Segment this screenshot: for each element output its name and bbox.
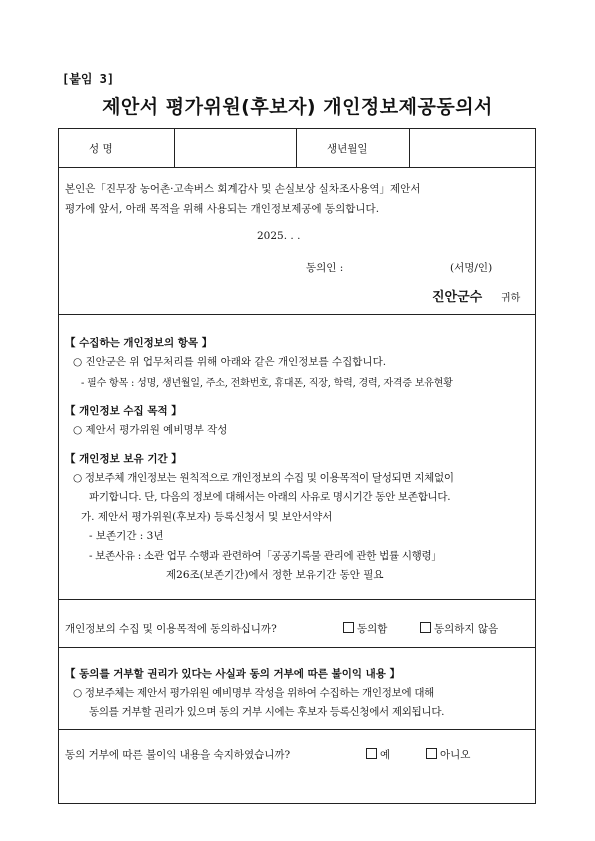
agree-option[interactable] (343, 621, 387, 636)
checkbox-agree[interactable] (343, 622, 354, 633)
section-heading-purpose: 【 개인정보 수집 목적 】 (65, 405, 182, 417)
retention-line-4: - 보존기간 : 3년 (89, 530, 164, 542)
consent-form (58, 128, 536, 804)
checkbox-disagree[interactable] (420, 622, 431, 633)
divider (59, 599, 535, 600)
consenter-label: 동의인 : (306, 262, 344, 274)
birth-field[interactable] (412, 131, 532, 165)
retention-line-1: ○ 정보주체 개인정보는 원칙적으로 개인정보의 수집 및 이용목적이 달성되면 지체없이 (73, 472, 454, 484)
agree-label: 동의함 (357, 623, 388, 635)
yes-option[interactable] (366, 747, 390, 762)
section-heading-items: 【 수집하는 개인정보의 항목 】 (65, 337, 213, 349)
consent-question: 개인정보의 수집 및 이용목적에 동의하십니까? (65, 623, 277, 635)
page-title: 제안서 평가위원(후보자) 개인정보제공동의서 (102, 96, 493, 118)
divider (409, 129, 410, 167)
name-label: 성 명 (89, 143, 113, 155)
refusal-line-2: 동의를 거부할 권리가 있으며 동의 거부 시에는 후보자 등록신청에서 제외됩니다. (89, 706, 445, 718)
no-label: 아니오 (440, 749, 471, 761)
consent-date: 2025. . . (257, 230, 301, 242)
attachment-label: [붙임 3] (62, 72, 115, 86)
items-line-1: ○ 진안군은 위 업무처리를 위해 아래와 같은 개인정보를 수집합니다. (73, 356, 387, 368)
divider (59, 167, 535, 168)
divider (59, 729, 535, 730)
retention-line-2: 파기합니다. 단, 다음의 정보에 대해서는 아래의 사유로 명시기간 동안 보존합니다. (89, 491, 451, 503)
divider (59, 314, 535, 315)
recipient: 진안군수 (432, 290, 483, 305)
retention-line-3: 가. 제안서 평가위원(후보자) 등록신청서 및 보안서약서 (81, 511, 333, 523)
section-heading-refusal: 【 동의를 거부할 권리가 있다는 사실과 동의 거부에 따른 불이익 내용 】 (65, 668, 401, 680)
intro-line-2: 평가에 앞서, 아래 목적을 위해 사용되는 개인정보제공에 동의합니다. (65, 203, 380, 215)
yes-label: 예 (380, 749, 391, 761)
ack-question: 동의 거부에 따른 불이익 내용을 숙지하였습니까? (65, 749, 291, 761)
checkbox-yes[interactable] (366, 748, 377, 759)
disagree-label: 동의하지 않음 (434, 623, 499, 635)
intro-line-1: 본인은「진무장 농어촌·고속버스 회계감사 및 손실보상 실차조사용역」제안서 (65, 183, 421, 195)
no-option[interactable] (426, 747, 470, 762)
birth-label: 생년월일 (327, 143, 368, 155)
section-heading-retention: 【 개인정보 보유 기간 】 (65, 453, 182, 465)
purpose-line-1: ○ 제안서 평가위원 예비명부 작성 (73, 424, 228, 436)
refusal-line-1: ○ 정보주체는 제안서 평가위원 예비명부 작성을 위하여 수집하는 개인정보에 대해 (73, 687, 435, 699)
disagree-option[interactable] (420, 621, 498, 636)
name-field[interactable] (177, 131, 293, 165)
divider (296, 129, 297, 167)
retention-line-6: 제26조(보존기간)에서 정한 보유기간 동안 필요 (166, 569, 384, 581)
sign-label: (서명/인) (450, 262, 493, 274)
divider (59, 647, 535, 648)
divider (174, 129, 175, 167)
retention-line-5: - 보존사유 : 소관 업무 수행과 관련하여「공공기록물 관리에 관한 법률 시행령」 (89, 550, 442, 562)
items-line-2: - 필수 항목 : 성명, 생년월일, 주소, 전화번호, 휴대폰, 직장, 학력, 경력, 자격증 보유현황 (81, 378, 453, 389)
honorific: 귀하 (501, 293, 521, 304)
checkbox-no[interactable] (426, 748, 437, 759)
